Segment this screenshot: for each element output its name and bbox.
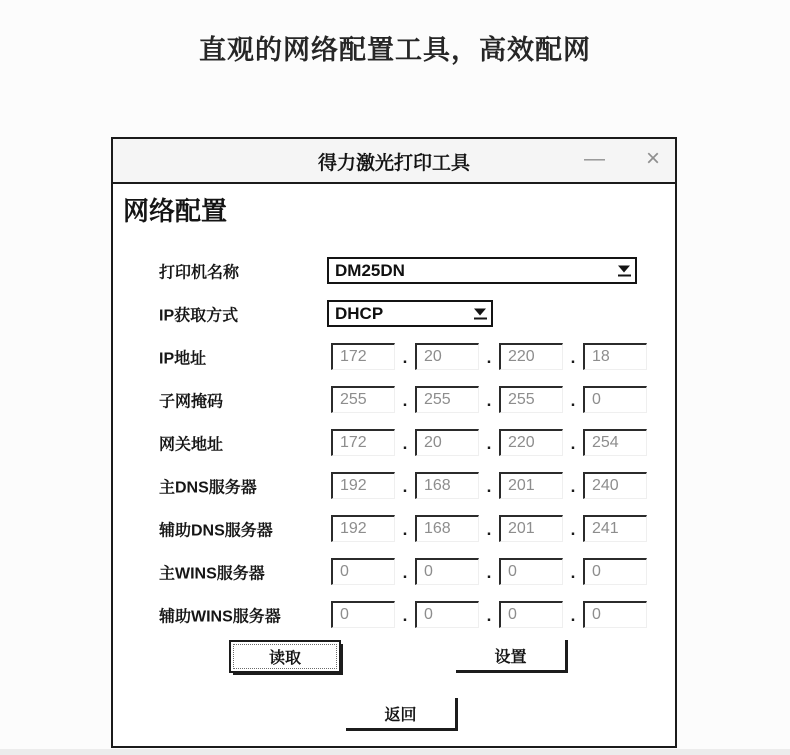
ip-octet-input[interactable] — [331, 386, 395, 413]
ip-octet-input[interactable] — [583, 601, 647, 628]
form-row-secondary-wins — [113, 601, 675, 628]
octet-separator: . — [402, 563, 408, 582]
primary-dns-label: 主DNS服务器 — [159, 479, 257, 496]
window-titlebar — [113, 139, 675, 184]
ip-octet-input[interactable] — [583, 558, 647, 585]
ip-octet-input[interactable] — [331, 429, 395, 456]
printer-tool-window — [111, 137, 677, 748]
ip-octet-input[interactable] — [415, 386, 479, 413]
primary-wins-label: 主WINS服务器 — [159, 565, 265, 582]
ip-octet-input[interactable] — [415, 601, 479, 628]
ip-octet-input[interactable] — [499, 429, 563, 456]
close-icon[interactable]: × — [645, 145, 660, 172]
ip-octet-input[interactable] — [331, 515, 395, 542]
gateway-label: 网关地址 — [159, 436, 224, 453]
set-button[interactable]: 设置 — [456, 640, 568, 673]
form-row-primary-wins — [113, 558, 675, 585]
form-row-gateway — [113, 429, 675, 456]
octet-separator: . — [570, 563, 576, 582]
octet-separator: . — [402, 391, 408, 410]
chevron-down-icon[interactable] — [617, 265, 631, 276]
gateway-octets — [331, 429, 647, 456]
octet-separator: . — [402, 477, 408, 496]
octet-separator: . — [402, 348, 408, 367]
secondary-wins-octets — [331, 601, 647, 628]
octet-separator: . — [570, 520, 576, 539]
ip-octet-input[interactable] — [331, 558, 395, 585]
ip-address-octets — [331, 343, 647, 370]
subnet-mask-octets — [331, 386, 647, 413]
ip-mode-label: IP获取方式 — [159, 307, 239, 324]
page-heading: 直观的网络配置工具，高效配网 — [199, 35, 591, 65]
octet-separator: . — [402, 606, 408, 625]
octet-separator: . — [486, 348, 492, 367]
back-button[interactable]: 返回 — [346, 698, 458, 731]
ip-octet-input[interactable] — [331, 601, 395, 628]
octet-separator: . — [486, 606, 492, 625]
form-row-ip-mode — [113, 300, 675, 327]
octet-separator: . — [486, 563, 492, 582]
octet-separator: . — [570, 434, 576, 453]
ip-address-label: IP地址 — [159, 350, 207, 367]
window-title: 得力激光打印工具 — [317, 153, 470, 174]
secondary-dns-octets — [331, 515, 647, 542]
form-row-primary-dns — [113, 472, 675, 499]
chevron-down-icon[interactable] — [473, 308, 487, 319]
octet-separator: . — [402, 520, 408, 539]
ip-octet-input[interactable] — [499, 601, 563, 628]
ip-octet-input[interactable] — [583, 472, 647, 499]
form-row-subnet-mask — [113, 386, 675, 413]
octet-separator: . — [486, 477, 492, 496]
section-title: 网络配置 — [123, 196, 228, 226]
footer-strip — [0, 749, 790, 755]
ip-octet-input[interactable] — [331, 472, 395, 499]
octet-separator: . — [570, 391, 576, 410]
primary-dns-octets — [331, 472, 647, 499]
octet-separator: . — [486, 391, 492, 410]
octet-separator: . — [486, 434, 492, 453]
octet-separator: . — [402, 434, 408, 453]
secondary-dns-label: 辅助DNS服务器 — [159, 522, 273, 539]
form-row-printer-name — [113, 257, 675, 284]
ip-mode-combobox[interactable] — [327, 300, 493, 327]
ip-octet-input[interactable] — [499, 343, 563, 370]
ip-octet-input[interactable] — [499, 558, 563, 585]
ip-octet-input[interactable] — [499, 386, 563, 413]
ip-octet-input[interactable] — [415, 472, 479, 499]
octet-separator: . — [570, 348, 576, 367]
form-row-ip-address — [113, 343, 675, 370]
octet-separator: . — [486, 520, 492, 539]
ip-octet-input[interactable] — [415, 558, 479, 585]
minimize-icon[interactable]: — — [584, 147, 605, 170]
ip-mode-value: DHCP — [335, 303, 384, 323]
ip-octet-input[interactable] — [331, 343, 395, 370]
printer-name-label: 打印机名称 — [159, 264, 240, 281]
form-row-secondary-dns — [113, 515, 675, 542]
ip-octet-input[interactable] — [583, 429, 647, 456]
ip-octet-input[interactable] — [499, 515, 563, 542]
read-button[interactable]: 读取 — [229, 640, 341, 673]
subnet-mask-label: 子网掩码 — [159, 393, 224, 410]
ip-octet-input[interactable] — [415, 343, 479, 370]
ip-octet-input[interactable] — [415, 515, 479, 542]
ip-octet-input[interactable] — [415, 429, 479, 456]
printer-name-value: DM25DN — [335, 260, 405, 280]
secondary-wins-label: 辅助WINS服务器 — [159, 608, 281, 625]
ip-octet-input[interactable] — [583, 343, 647, 370]
ip-octet-input[interactable] — [583, 386, 647, 413]
octet-separator: . — [570, 477, 576, 496]
primary-wins-octets — [331, 558, 647, 585]
ip-octet-input[interactable] — [499, 472, 563, 499]
octet-separator: . — [570, 606, 576, 625]
printer-name-combobox[interactable] — [327, 257, 637, 284]
ip-octet-input[interactable] — [583, 515, 647, 542]
